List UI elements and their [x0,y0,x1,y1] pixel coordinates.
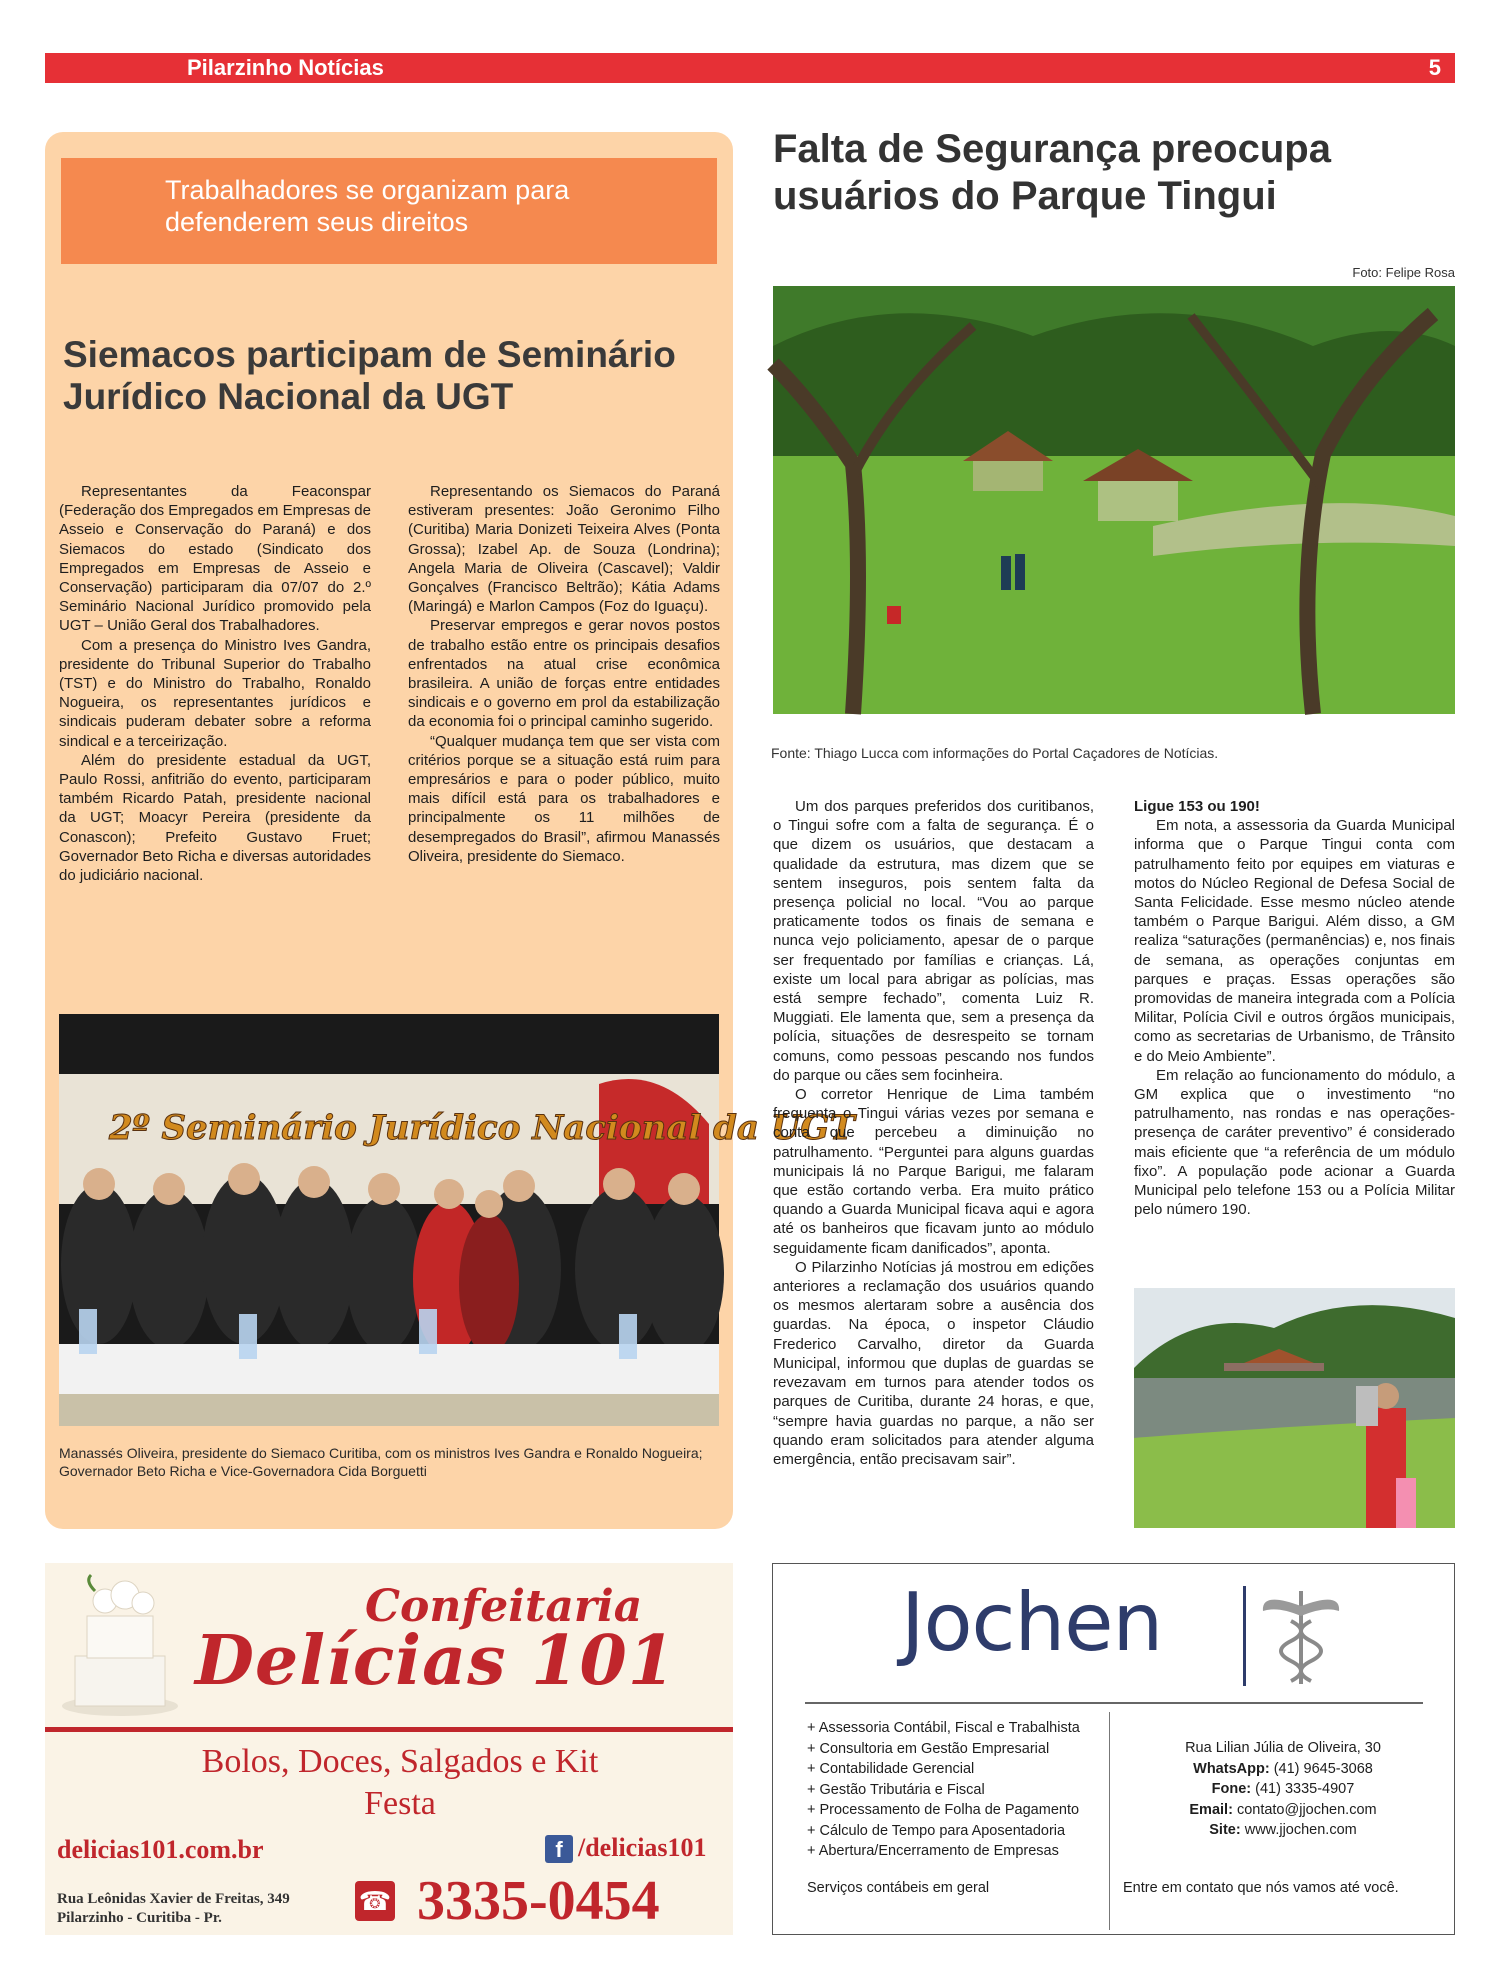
service-item: + Abertura/Encerramento de Empresas [807,1843,1059,1859]
right-headline: Falta de Segurança preocupa usuários do Parque Tingui [773,127,1331,218]
paragraph: Em relação ao funcionamento do módulo, a GM explica que o investimento “no patrulhamento, nas rondas e nas operações-presença de caráter preventivo” é considerado mais eficiente que “a referência de um módulo fixo”. A população pode acionar a Guarda Municipal pelo telefone 153 ou a Polícia Militar pelo número 190. [1134,1066,1455,1219]
confeitaria-brand-line1: Confeitaria [365,1581,643,1632]
confeitaria-address [57,1890,357,1928]
service-item: + Consultoria em Gestão Empresarial [807,1740,1050,1757]
header-bar [45,53,1455,83]
paragraph: Um dos parques preferidos dos curitibanos, o Tingui sofre com a falta de segurança. É o que dizem os usuários, que destacam a qualidade da estrutura, mas dizem que se sentem inseguros, pois sentem falta da presença policial no local. “Vou ao parque praticamente todos os finais de semana e nunca vejo policiamento, apesar de o parque ser frequentado por famílias e crianças. Lá, existe um local para abrigar as polícias, mas está sempre fechado”, comenta Luiz R. Muggiati. Ele lamenta que, sem a presença da polícia, situações de desrespeito se tornam comuns, como pessoas pescando nos fundos do parque ou cães sem focinheira. [773,798,1094,1084]
family-park-photo [1134,1288,1455,1528]
kicker-text: Trabalhadores se organizam para defenderem seus direitos [165,175,570,237]
divider [805,1702,1423,1704]
subheading: Ligue 153 ou 190! [1134,798,1260,815]
paragraph: Representantes da Feaconspar (Federação dos Empregados em Empresas de Asseio e Conservação do Paraná) e dos Siemacos do estado (Sindicato dos Empregados em Empresas de Asseio e Conservação) participaram dia 07/07 do 2.º Seminário Nacional Jurídico promovido pela UGT – União Geral dos Trabalhadores. [59,483,371,635]
paragraph: “Qualquer mudança tem que ser vista com critérios porque se a situação está ruim para empresários e para o poder público, muito mais difícil está para os trabalhadores e principalmente os 11 milhões de desempregados do Brasil”, afirmou Manassés Oliveira, presidente do Siemaco. [408,732,720,865]
confeitaria-website: delicias101.com.br [57,1835,264,1864]
paragraph: Preservar empregos e gerar novos postos de trabalho estão entre os principais desafios enfrentados na atual crise econômica brasileira. A união de forças entre entidades sindicais e o governo em prol da estabilização da economia foi o principal caminho sugerido. [408,617,720,731]
contact-whatsapp: WhatsApp: (41) 9645-3068 [1193,1760,1373,1777]
divider [1109,1712,1110,1930]
contact-email: Email: contato@jjochen.com [1189,1801,1377,1818]
contact-footer: Entre em contato que nós vamos até você. [1123,1880,1399,1896]
contact-site: Site: www.jjochen.com [1209,1822,1357,1838]
right-article-column-1 [773,797,1094,1469]
address-line: Rua Leônidas Xavier de Freitas, 349 [57,1891,290,1907]
seminar-banner-text: 2º Seminário Jurídico Nacional da UGT [109,1108,855,1148]
seminar-photo-caption: Manassés Oliveira, presidente do Siemaco Curitiba, com os ministros Ives Gandra e Ronaldo Nogueira; Governador Beto Richa e Vice-Governadora Cida Borguetti [59,1445,703,1479]
park-photo [773,286,1455,714]
left-article-column-2 [408,482,720,866]
confeitaria-facebook: /delicias101 [578,1833,707,1862]
right-article-column-2 [1134,797,1455,1219]
service-item: + Processamento de Folha de Pagamento [807,1802,1080,1818]
confeitaria-ad [45,1563,733,1935]
service-item: + Gestão Tributária e Fiscal [807,1781,985,1798]
page-number: 5 [1428,55,1441,80]
paragraph: Representando os Siemacos do Paraná estiveram presentes: João Geronimo Filho (Curitiba) Maria Donizeti Teixeira Alves (Ponta Grossa); Izabel Ap. de Souza (Londrina); Angela Maria de Oliveira (Cascavel); Valdir Gonçalves (Francisco Beltrão); Kátia Adams (Maringá) e Marlon Campos (Foz do Iguaçu). [408,483,720,616]
left-article-panel [45,132,855,1529]
seminar-group-photo [59,1014,855,1426]
newspaper-name: Pilarzinho Notícias [187,55,384,80]
caduceus-icon [1261,1586,1341,1686]
service-item: + Assessoria Contábil, Fiscal e Trabalhista [807,1720,1080,1736]
source-note: Fonte: Thiago Lucca com informações do Portal Caçadores de Notícias. [771,745,1219,761]
paragraph: Com a presença do Ministro Ives Gandra, presidente do Tribunal Superior do Trabalho (TST) e do Ministro do Trabalho, Ronaldo Nogueira, os representantes jurídicos e sindicais puderam debater sobre a reforma sindical e a terceirização. [59,636,371,750]
confeitaria-phone: 3335-0454 [417,1870,660,1932]
paragraph: O corretor Henrique de Lima também frequenta o Tingui várias vezes por semana e conta que percebeu a diminuição no patrulhamento. “Perguntei para alguns guardas municipais lá no Parque Barigui, me falaram que estão cortando verba. Era muito prático quando a Guarda Municipal ficava aqui e agora até os banheiros que ficavam junto ao módulo seguidamente ficam danificados”, aponta. [773,1086,1094,1257]
service-item: + Cálculo de Tempo para Aposentadoria [807,1822,1066,1839]
phone-icon: ☎ [355,1881,395,1921]
left-headline: Siemacos participam de Seminário Jurídico Nacional da UGT [63,334,676,417]
contact-phone: Fone: (41) 3335-4907 [1211,1781,1355,1797]
jochen-ad [772,1563,1455,1935]
photo-credit: Foto: Felipe Rosa [1352,265,1455,280]
facebook-icon: f [545,1835,573,1863]
kicker-box [61,158,717,264]
services-list [807,1718,1107,1862]
left-article-column-1 [59,482,371,885]
jochen-logo: Jochen [901,1576,1163,1669]
service-item: + Contabilidade Gerencial [807,1761,975,1777]
confeitaria-brand-line2: Delícias 101 [195,1621,677,1701]
divider [45,1727,733,1732]
logo-separator [1243,1586,1246,1686]
contact-block [1113,1738,1453,1841]
confeitaria-tagline: Bolos, Doces, Salgados e Kit Festa [201,1743,599,1822]
paragraph: O Pilarzinho Notícias já mostrou em edições anteriores a reclamação dos usuários quando os mesmos alertaram sobre a ausência dos guardas. Na época, o inspetor Cláudio Frederico Carvalho, diretor da Guarda Municipal, informou que duplas de guardas se revezavam em turnos para atender todos os parques de Curitiba, durante 24 horas, e que, “sempre havia guardas no parque, a não ser quando eram solicitados para atender alguma emergência, então precisavam sair”. [773,1258,1094,1468]
address-line: Pilarzinho - Curitiba - Pr. [57,1910,222,1926]
services-footer: Serviços contábeis em geral [807,1880,990,1896]
cake-icon [55,1571,185,1721]
paragraph: Em nota, a assessoria da Guarda Municipal informa que o Parque Tingui conta com patrulhamento feito por equipes em viaturas e motos do Núcleo Regional de Defesa Social de Santa Felicidade. Esse mesmo núcleo atende também o Parque Barigui. Além disso, a GM realiza “saturações (permanências) e, nos finais de semana, as operações conjuntas em parques e praças. Essas operações são promovidas de maneira integrada com a Polícia Militar, Polícia Civil e outros órgãos municipais, como as secretarias de Urbanismo, de Trânsito e do Meio Ambiente”. [1134,817,1455,1065]
contact-address: Rua Lilian Júlia de Oliveira, 30 [1185,1740,1381,1756]
paragraph: Além do presidente estadual da UGT, Paulo Rossi, anfitrião do evento, participaram também Ricardo Patah, presidente nacional da UGT; Moacyr Pereira (presidente da Conascon); Prefeito Gustavo Fruet; Governador Beto Richa e diversas autoridades do judiciário nacional. [59,751,371,885]
